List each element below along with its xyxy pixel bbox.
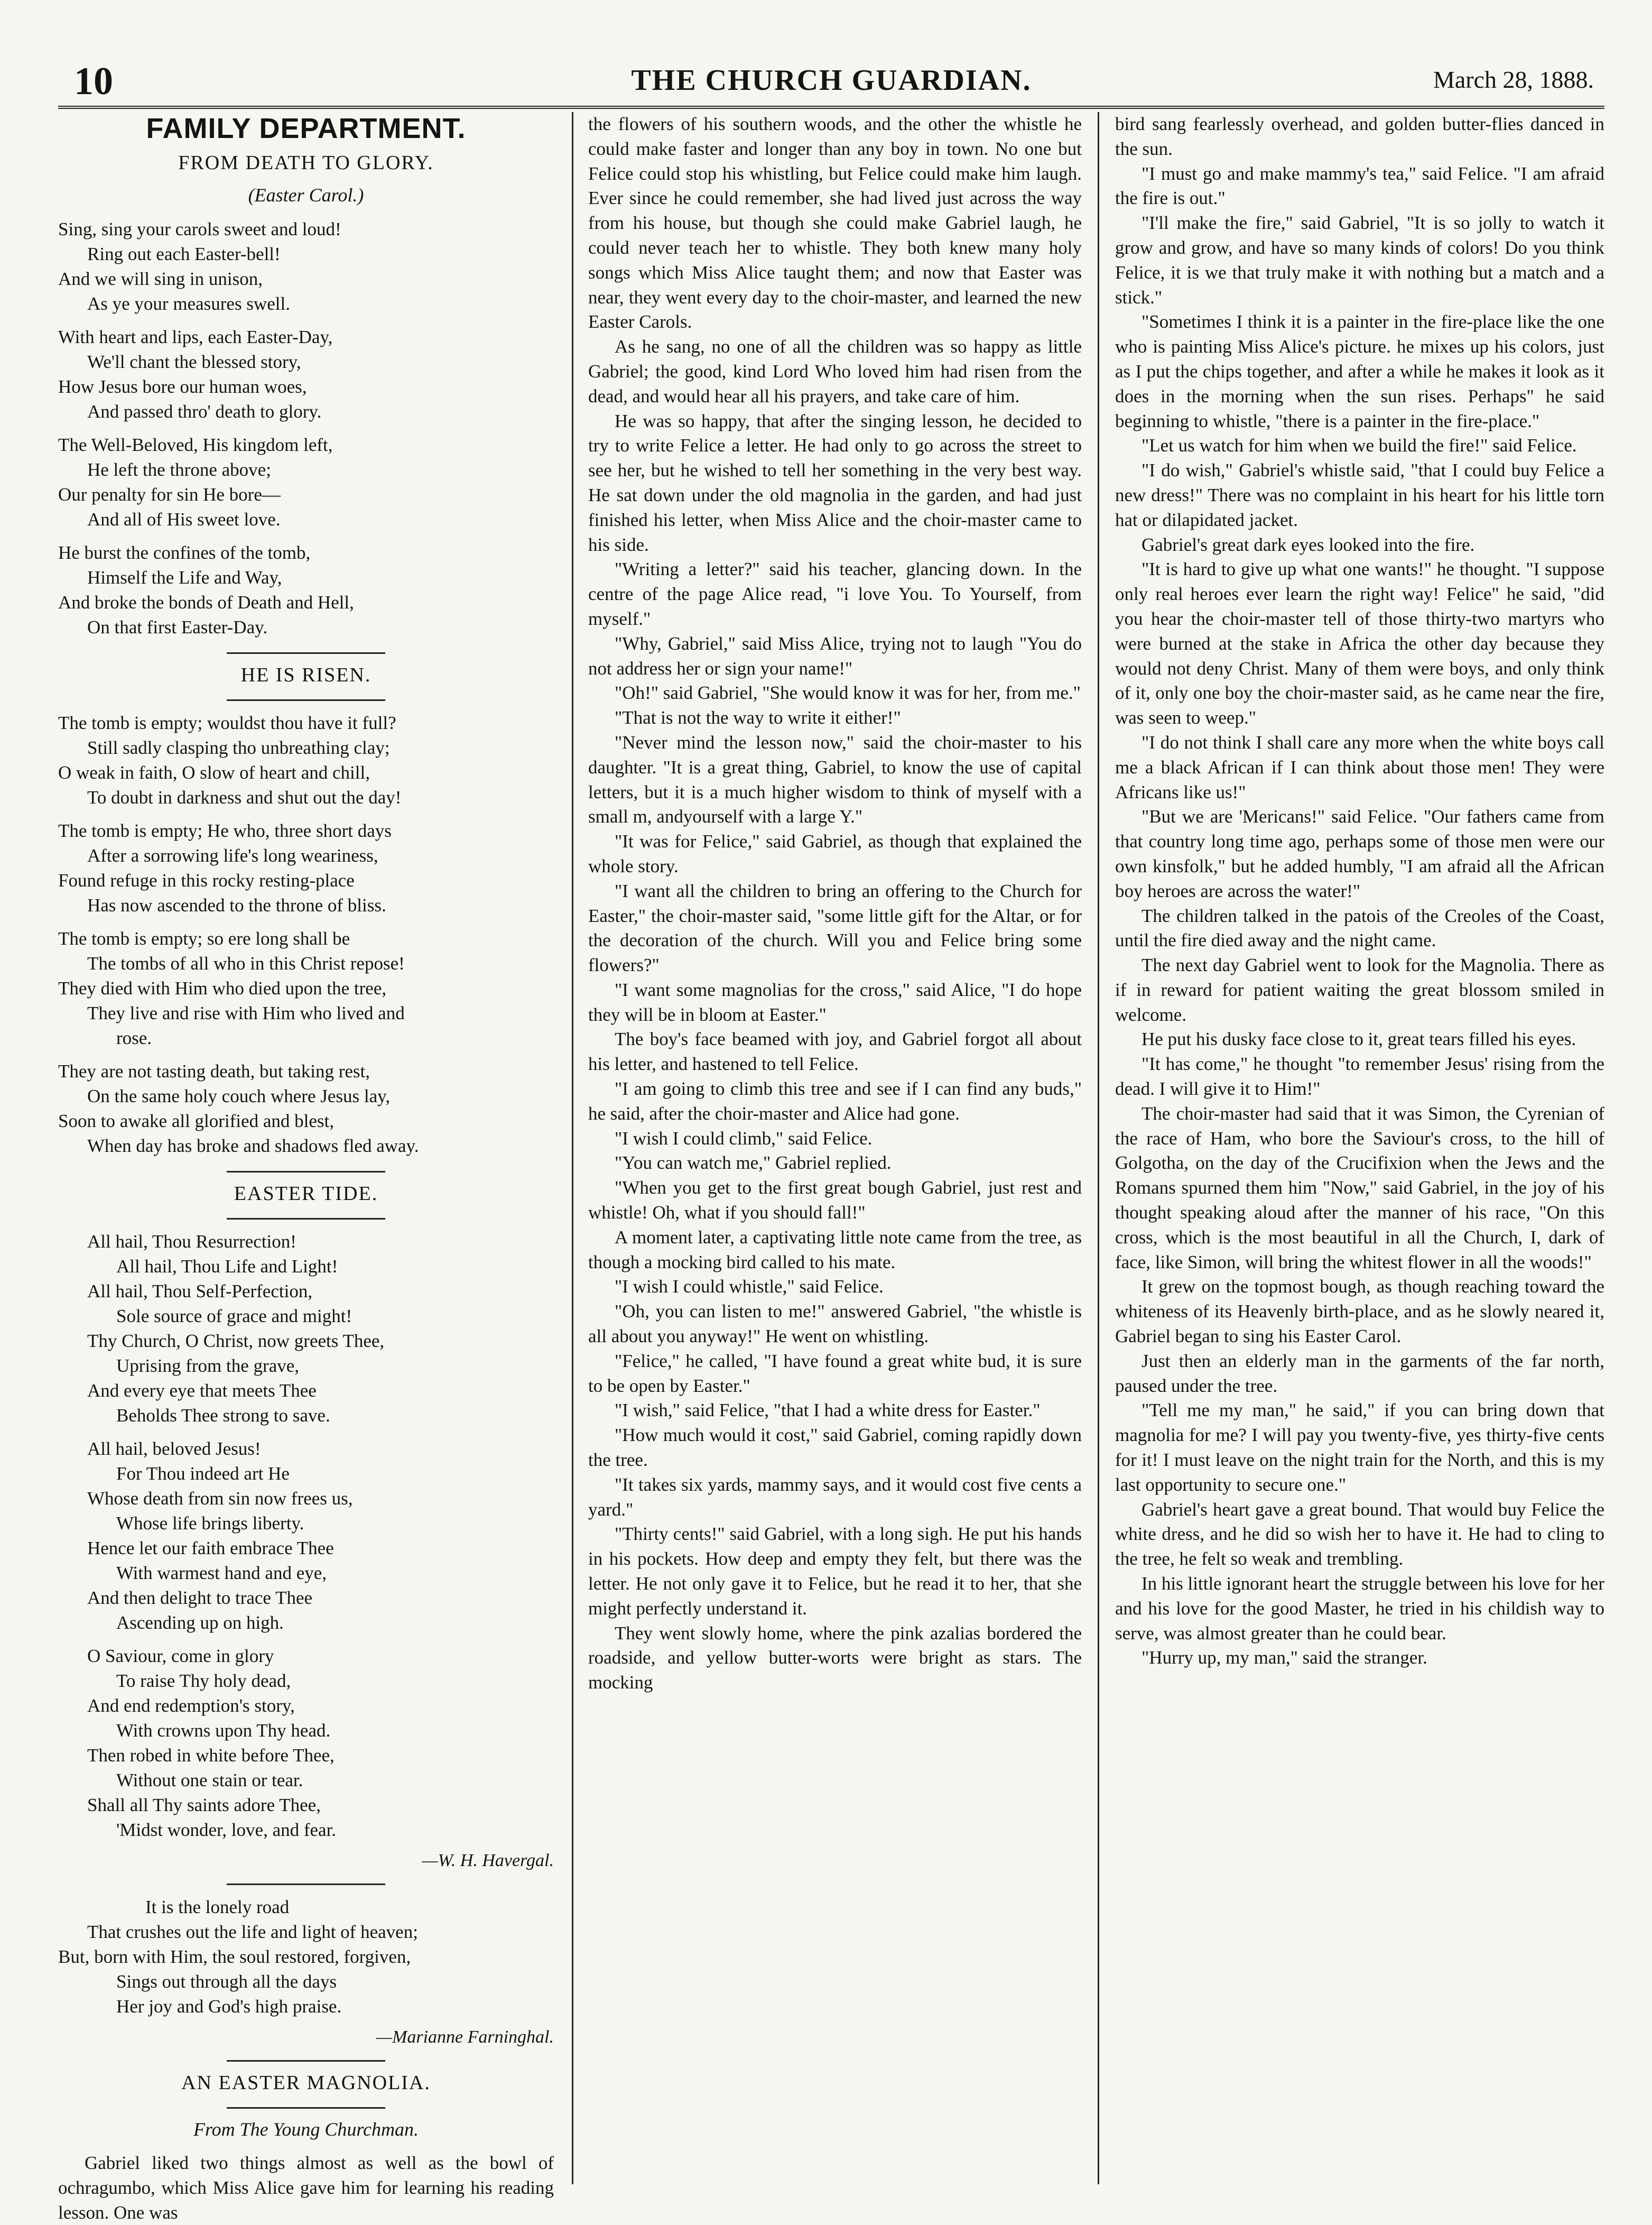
paragraph: "Why, Gabriel," said Miss Alice, trying not to laugh "You do not address her or sign your name!"	[588, 633, 1082, 679]
paragraph: "Tell me my man," he said," if you can bring down that magnolia for me? I will pay you twenty-five, yes thirty-five cents for it! I must leave on the night train for the North, and this is my last opportunity to secure one."	[1115, 1400, 1604, 1495]
verse-line: All hail, Thou Resurrection!	[87, 1231, 296, 1252]
verse-line: After a sorrowing life's long weariness,	[87, 845, 378, 866]
poem-easter-tide	[58, 1229, 554, 1842]
paragraph: He was so happy, that after the singing lesson, he decided to try to write Felice a letter. He had only to go across the street to see her, but he wished to tell her something in the very best way. He sat down under the old magnolia in the garden, and had just finished his letter, when Miss Alice and the choir-master came to his side.	[588, 410, 1082, 555]
paragraph: Gabriel's heart gave a great bound. That would buy Felice the white dress, and he did so wish her to have it. He had to cling to the tree, he felt so weak and trembling.	[1115, 1499, 1604, 1569]
stanza	[58, 1436, 554, 1635]
verse-line: And then delight to trace Thee	[87, 1587, 313, 1608]
paragraph: "It takes six yards, mammy says, and it would cost five cents a yard."	[588, 1474, 1082, 1520]
verse-line: O weak in faith, O slow of heart and chill,	[58, 762, 370, 783]
verse-line: The tomb is empty; wouldst thou have it full?	[58, 713, 396, 733]
paragraph: The next day Gabriel went to look for the Magnolia. There as if in reward for patient waiting the great blossom smiled in welcome.	[1115, 955, 1604, 1025]
paragraph: It grew on the topmost bough, as though reaching toward the whiteness of its Heavenly birth-place, and as he slowly neared it, Gabriel began to sing his Easter Carol.	[1115, 1276, 1604, 1347]
stanza	[58, 217, 554, 316]
verse-line: All hail, beloved Jesus!	[87, 1438, 261, 1459]
verse-line: To raise Thy holy dead,	[116, 1670, 291, 1691]
paragraph: "Thirty cents!" said Gabriel, with a long sigh. He put his hands in his pockets. How deep and empty they felt, but there was the letter. He not only gave it to Felice, but he read it to her, that she might perfectly understand it.	[588, 1524, 1082, 1619]
paragraph: "I want some magnolias for the cross," said Alice, "I do hope they will be in bloom at Easter."	[588, 979, 1082, 1025]
verse-line: Ascending up on high.	[116, 1612, 284, 1633]
paragraph: "I am going to climb this tree and see if I can find any buds," he said, after the choir-master and Alice had gone.	[588, 1078, 1082, 1124]
verse-line: Without one stain or tear.	[116, 1770, 303, 1790]
verse-line: Our penalty for sin He bore—	[58, 484, 281, 505]
paragraph: "It was for Felice," said Gabriel, as though that explained the whole story.	[588, 831, 1082, 876]
verse-line: And all of His sweet love.	[87, 509, 281, 530]
verse-line: And broke the bonds of Death and Hell,	[58, 592, 354, 613]
poem-subtitle: (Easter Carol.)	[248, 184, 364, 206]
paragraph: "You can watch me," Gabriel replied.	[615, 1152, 892, 1174]
paragraph: "How much would it cost," said Gabriel, coming rapidly down the tree.	[588, 1425, 1082, 1471]
poem-title: FROM DEATH TO GLORY.	[178, 152, 434, 174]
verse-line: He left the throne above;	[87, 459, 271, 480]
verse-line: When day has broke and shadows fled away.	[87, 1135, 419, 1156]
paragraph: "I'll make the fire," said Gabriel, "It is so jolly to watch it grow and grow, and have so many kinds of colors! Do you think Felice, it is we that truly make it with nothing but a match and a stick."	[1115, 213, 1604, 308]
story-title: AN EASTER MAGNOLIA.	[181, 2072, 431, 2094]
page-number: 10	[74, 60, 113, 103]
paragraph: bird sang fearlessly overhead, and golden butter-flies danced in the sun.	[1115, 114, 1604, 159]
paragraph: "Hurry up, my man," said the stranger.	[1141, 1647, 1427, 1668]
verse-line: For Thou indeed art He	[116, 1463, 290, 1484]
verse-line: Uprising from the grave,	[116, 1355, 300, 1376]
poem-he-is-risen	[58, 710, 554, 1158]
paragraph: In his little ignorant heart the struggle between his love for her and his love for the good Master, he tried in his childish way to serve, was almost greater than he could bear.	[1115, 1573, 1604, 1644]
paragraph: "When you get to the first great bough Gabriel, just rest and whistle! Oh, what if you should fall!"	[588, 1177, 1082, 1223]
stanza	[58, 710, 554, 810]
verse-line: And we will sing in unison,	[58, 269, 263, 289]
verse-line: But, born with Him, the soul restored, forgiven,	[58, 1946, 411, 1967]
paragraph: "Felice," he called, "I have found a great white bud, it is sure to be open by Easter."	[588, 1350, 1082, 1396]
paragraph: "I wish I could whistle," said Felice.	[615, 1276, 884, 1297]
stanza	[58, 1644, 554, 1842]
stanza	[58, 325, 554, 424]
department-heading: FAMILY DEPARTMENT.	[146, 113, 466, 144]
verse-line: Hence let our faith embrace Thee	[87, 1538, 334, 1558]
verse-line: rose.	[116, 1028, 152, 1048]
verse-line: O Saviour, come in glory	[87, 1646, 274, 1666]
verse-line: To doubt in darkness and shut out the day!	[87, 787, 402, 808]
verse-line: The tomb is empty; He who, three short days	[58, 820, 392, 841]
verse-line: Sole source of grace and might!	[116, 1306, 352, 1326]
verse-line: With crowns upon Thy head.	[116, 1720, 331, 1741]
verse-line: Still sadly clasping tho unbreathing clay;	[87, 737, 390, 758]
verse-line: Whose life brings liberty.	[116, 1513, 304, 1534]
paragraph: "Never mind the lesson now," said the choir-master to his daughter. "It is a great thing, Gabriel, to know the use of capital letters, but it is a much higher wisdom to think of myself with a small m, andyourself with a large Y."	[588, 732, 1082, 827]
verse-line: Soon to awake all glorified and blest,	[58, 1111, 334, 1131]
story-text	[58, 2151, 554, 2225]
paragraph: the flowers of his southern woods, and the other the whistle he could make faster and longer than any boy in town. No one but Felice could stop his whistling, but Felice could make him laugh. Ever since he could remember, she had lived just across the way from his house, but though she could make Gabriel laugh, he could never teach her to whistle. They both knew many holy songs which Miss Alice taught them; and now that Easter was near, they went every day to the choir-master, and learned the new Easter Carols.	[588, 114, 1082, 333]
verse-line: They live and rise with Him who lived and	[87, 1003, 405, 1023]
verse-line: As ye your measures swell.	[87, 293, 290, 314]
section-divider	[227, 2107, 385, 2109]
paragraph: A moment later, a captivating little note came from the tree, as though a mocking bird called to his mate.	[588, 1226, 1082, 1272]
verse-line: How Jesus bore our human woes,	[58, 376, 307, 397]
verse-line: It is the lonely road	[145, 1897, 290, 1917]
stanza	[58, 1229, 554, 1428]
paragraph: "I wish," said Felice, "that I had a white dress for Easter."	[615, 1400, 1041, 1421]
verse-line: Then robed in white before Thee,	[87, 1745, 335, 1766]
verse-line: And passed thro' death to glory.	[87, 401, 322, 422]
paragraph: "Oh, you can listen to me!" answered Gabriel, "the whistle is all about you anyway!" He went on whistling.	[588, 1301, 1082, 1347]
verse-line: Ring out each Easter-bell!	[87, 244, 281, 264]
paragraph: "Oh!" said Gabriel, "She would know it was for her, from me."	[615, 682, 1081, 704]
verse-line: Beholds Thee strong to save.	[116, 1405, 330, 1426]
paragraph: Gabriel's great dark eyes looked into the fire.	[1141, 534, 1475, 555]
verse-line: We'll chant the blessed story,	[87, 352, 301, 372]
verse-line: Whose death from sin now frees us,	[87, 1488, 353, 1509]
verse-line: Thy Church, O Christ, now greets Thee,	[87, 1331, 385, 1351]
stanza	[58, 1895, 554, 2019]
verse-line: They are not tasting death, but taking rest,	[58, 1061, 370, 1082]
paragraph: "It has come," he thought "to remember Jesus' rising from the dead. I will give it to Him!"	[1115, 1054, 1604, 1100]
masthead-title: THE CHURCH GUARDIAN.	[631, 64, 1032, 97]
poem-attribution: —W. H. Havergal.	[422, 1851, 554, 1870]
poem-title: HE IS RISEN.	[240, 664, 372, 686]
poem-lonely-road	[58, 1895, 554, 2019]
columns	[58, 112, 1604, 2223]
verse-line: And end redemption's story,	[87, 1695, 295, 1716]
poem-easter-carol	[58, 217, 554, 640]
paragraph: "That is not the way to write it either!"	[615, 707, 901, 728]
section-divider	[227, 1218, 385, 1220]
verse-line: Sing, sing your carols sweet and loud!	[58, 219, 341, 239]
verse-line: He burst the confines of the tomb,	[58, 542, 311, 563]
paragraph: "I do wish," Gabriel's whistle said, "that I could buy Felice a new dress!" There was no complaint in his heart for his little torn hat or dilapidated jacket.	[1115, 460, 1604, 530]
paragraph: They went slowly home, where the pink azalias bordered the roadside, and yellow butter-worts were bright as stars. The mocking	[588, 1622, 1082, 1693]
stanza	[58, 540, 554, 640]
verse-line: And every eye that meets Thee	[87, 1380, 317, 1401]
verse-line: Found refuge in this rocky resting-place	[58, 870, 355, 891]
stanza	[58, 432, 554, 532]
verse-line: Has now ascended to the throne of bliss.	[87, 895, 386, 916]
section-divider	[227, 652, 385, 654]
paragraph: The choir-master had said that it was Simon, the Cyrenian of the race of Ham, who bore the Saviour's cross, to the hill of Golgotha, on the day of the Crucifixion when the Jews and the Romans spurned them him "Now," said Gabriel, in the joy of his thought speaking aloud after the manner of his race, "On this cross, which is the most beautiful in all the Church, I, dark of face, like Simon, will bring the whitest flower in all the woods!"	[1115, 1103, 1604, 1272]
page-header	[58, 48, 1604, 109]
stanza	[58, 1059, 554, 1158]
column-rule	[1098, 112, 1099, 2184]
issue-date: March 28, 1888.	[1433, 66, 1594, 93]
stanza	[58, 818, 554, 918]
paragraph: "Writing a letter?" said his teacher, glancing down. In the centre of the page Alice read, "i love You. To Yourself, from myself."	[588, 559, 1082, 629]
paragraph: Just then an elderly man in the garments of the far north, paused under the tree.	[1115, 1350, 1604, 1396]
paragraph: "I do not think I shall care any more when the white boys call me a black African if I can think about those men! They were Africans like us!"	[1115, 732, 1604, 802]
verse-line: All hail, Thou Self-Perfection,	[87, 1281, 313, 1301]
verse-line: That crushes out the life and light of heaven;	[87, 1922, 418, 1942]
paragraph: "I must go and make mammy's tea," said Felice. "I am afraid the fire is out."	[1115, 163, 1604, 209]
story-source: From The Young Churchman.	[193, 2119, 419, 2140]
paragraph: "I wish I could climb," said Felice.	[615, 1128, 873, 1149]
verse-line: With heart and lips, each Easter-Day,	[58, 327, 333, 347]
verse-line: Her joy and God's high praise.	[116, 1996, 342, 2017]
paragraph: As he sang, no one of all the children was so happy as little Gabriel; the good, kind Lord Who loved him had risen from the dead, and would hear all his prayers, and take care of him.	[588, 336, 1082, 407]
paragraph: "But we are 'Mericans!" said Felice. "Our fathers came from that country long time ago, perhaps some of those men were our own kinsfolk," but he added humbly, "I am afraid all the African boy heroes are across the water!"	[1115, 806, 1604, 901]
verse-line: The tomb is empty; so ere long shall be	[58, 928, 350, 949]
paragraph: The boy's face beamed with joy, and Gabriel forgot all about his letter, and hastened to tell Felice.	[588, 1029, 1082, 1075]
paragraph: "Let us watch for him when we build the fire!" said Felice.	[1141, 435, 1577, 456]
verse-line: Sings out through all the days	[116, 1971, 337, 1992]
section-divider	[227, 699, 385, 701]
verse-line: They died with Him who died upon the tree,	[58, 978, 387, 999]
paragraph: He put his dusky face close to it, great tears filled his eyes.	[1141, 1029, 1576, 1050]
paragraph: The children talked in the patois of the Creoles of the Coast, until the fire died away and the night came.	[1115, 905, 1604, 951]
poem-attribution: —Marianne Farninghal.	[376, 2027, 554, 2047]
paragraph: "Sometimes I think it is a painter in the fire-place like the one who is painting Miss Alice's picture. he mixes up his colors, just as I put the chips together, and after a while he makes it look as it does in the morning when the sun rises. Perhaps" he said beginning to whistle, "there is a painter in the fire-place."	[1115, 311, 1604, 431]
column-2	[579, 112, 1091, 2184]
column-3	[1105, 112, 1604, 2184]
section-divider	[227, 1171, 385, 1172]
verse-line: On that first Easter-Day.	[87, 617, 268, 638]
paragraph: "I want all the children to bring an offering to the Church for Easter," the choir-master said, "some little gift for the Altar, or for the decoration of the church. Will you and Felice bring some flowers?"	[588, 880, 1082, 976]
column-rule	[572, 112, 573, 2184]
verse-line: With warmest hand and eye,	[116, 1563, 327, 1583]
column-1	[58, 112, 565, 2223]
verse-line: The tombs of all who in this Christ repose!	[87, 953, 405, 974]
verse-line: 'Midst wonder, love, and fear.	[116, 1820, 337, 1840]
verse-line: Himself the Life and Way,	[87, 567, 282, 588]
verse-line: All hail, Thou Life and Light!	[116, 1256, 338, 1277]
section-divider	[227, 1884, 385, 1885]
verse-line: On the same holy couch where Jesus lay,	[87, 1086, 391, 1106]
paragraph: Gabriel liked two things almost as well as the bowl of ochragumbo, which Miss Alice gave him for learning his reading lesson. One was	[58, 2153, 554, 2223]
verse-line: The Well-Beloved, His kingdom left,	[58, 435, 333, 455]
verse-line: Shall all Thy saints adore Thee,	[87, 1795, 321, 1815]
stanza	[58, 926, 554, 1050]
paragraph: "It is hard to give up what one wants!" he thought. "I suppose only real heroes ever learn the right way! Felice" he said, "did you hear the choir-master tell of those thirty-two martyrs who were burned at the stake in Africa the other day because they would not deny Christ. Many of them were boys, and only think of it, only one boy the choir-master said, as he came near the fire, was seen to weep."	[1115, 559, 1604, 728]
poem-title: EASTER TIDE.	[234, 1183, 378, 1205]
section-divider	[227, 2060, 385, 2062]
